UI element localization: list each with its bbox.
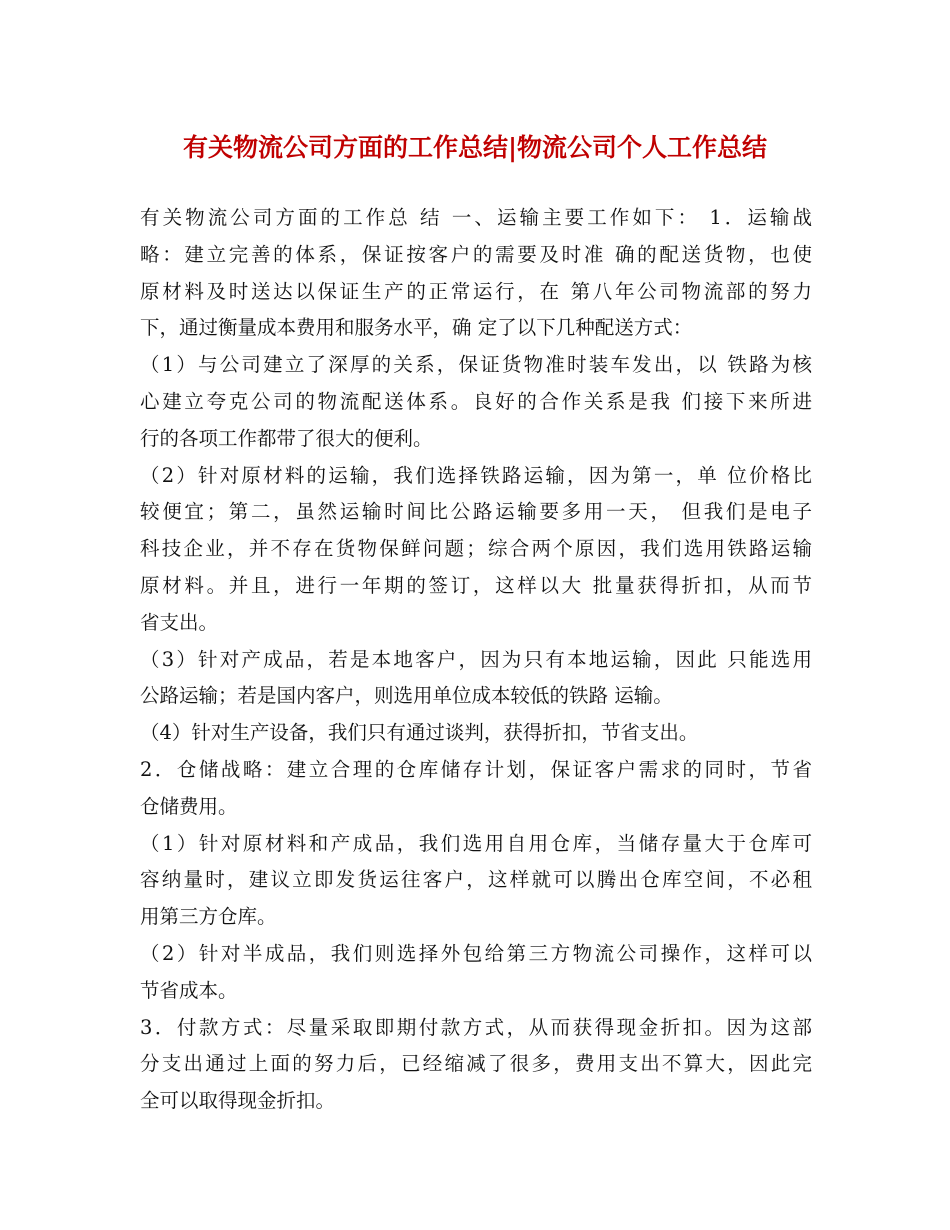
paragraph-transport-1 <box>140 347 812 457</box>
paragraph-transport-4 <box>140 715 812 752</box>
document-body <box>140 200 812 1120</box>
text-line: 用第三方仓库。 <box>140 905 277 929</box>
paragraph-storage <box>140 752 812 826</box>
text-line: （3）针对产成品，若是本地客户，因为只有本地运输，因此 只能选用 <box>140 647 812 671</box>
text-line: （1）针对原材料和产成品，我们选用自用仓库，当储存量大于仓库可 <box>140 831 812 855</box>
text-line: 3．付款方式：尽量采取即期付款方式，从而获得现金折扣。因为这部 <box>140 1015 812 1039</box>
paragraph-intro <box>140 200 812 347</box>
text-line: 仓储费用。 <box>140 794 238 818</box>
text-line: 全可以取得现金折扣。 <box>140 1089 336 1113</box>
paragraph-storage-2 <box>140 936 812 1010</box>
text-line: 容纳量时，建议立即发货运往客户，这样就可以腾出仓库空间，不必租 <box>140 868 812 892</box>
paragraph-transport-2 <box>140 458 812 642</box>
text-line: 公路运输；若是国内客户，则选用单位成本较低的铁路 运输。 <box>140 684 673 708</box>
text-line: 节省成本。 <box>140 978 238 1002</box>
text-line: 行的各项工作都带了很大的便利。 <box>140 426 433 450</box>
text-line: 科技企业，并不存在货物保鲜问题；综合两个原因，我们选用铁路运输 <box>140 537 812 561</box>
page-title: 有关物流公司方面的工作总结|物流公司个人工作总结 <box>182 133 768 162</box>
text-line: （2）针对原材料的运输，我们选择铁路运输，因为第一，单 位价格比 <box>140 463 812 487</box>
text-line: （2）针对半成品，我们则选择外包给第三方物流公司操作，这样可以 <box>140 941 812 965</box>
text-line: 分支出通过上面的努力后，已经缩减了很多，费用支出不算大，因此完 <box>140 1052 812 1076</box>
text-line: 省支出。 <box>140 610 219 634</box>
text-line: 略：建立完善的体系，保证按客户的需要及时准 确的配送货物，也使 <box>140 242 812 266</box>
paragraph-storage-1 <box>140 826 812 936</box>
text-line: 2．仓储战略：建立合理的仓库储存计划，保证客户需求的同时，节省 <box>140 757 812 781</box>
paragraph-transport-3 <box>140 642 812 716</box>
text-line: （4）针对生产设备，我们只有通过谈判，获得折扣，节省支出。 <box>140 721 699 745</box>
text-line: 心建立夸克公司的物流配送体系。良好的合作关系是我 们接下来所进 <box>140 389 812 413</box>
paragraph-payment <box>140 1010 812 1120</box>
text-line: 较便宜；第二，虽然运输时间比公路运输要多用一天， 但我们是电子 <box>140 500 812 524</box>
text-line: 下，通过衡量成本费用和服务水平，确 定了以下几种配送方式： <box>140 316 693 340</box>
text-line: 有关物流公司方面的工作总 结 一、运输主要工作如下： 1．运输战 <box>140 206 812 229</box>
text-line: （1）与公司建立了深厚的关系，保证货物准时装车发出，以 铁路为核 <box>140 353 812 377</box>
text-line: 原材料。并且，进行一年期的签订，这样以大 批量获得折扣，从而节 <box>140 573 812 597</box>
text-line: 原材料及时送达以保证生产的正常运行，在 第八年公司物流部的努力 <box>140 279 812 303</box>
